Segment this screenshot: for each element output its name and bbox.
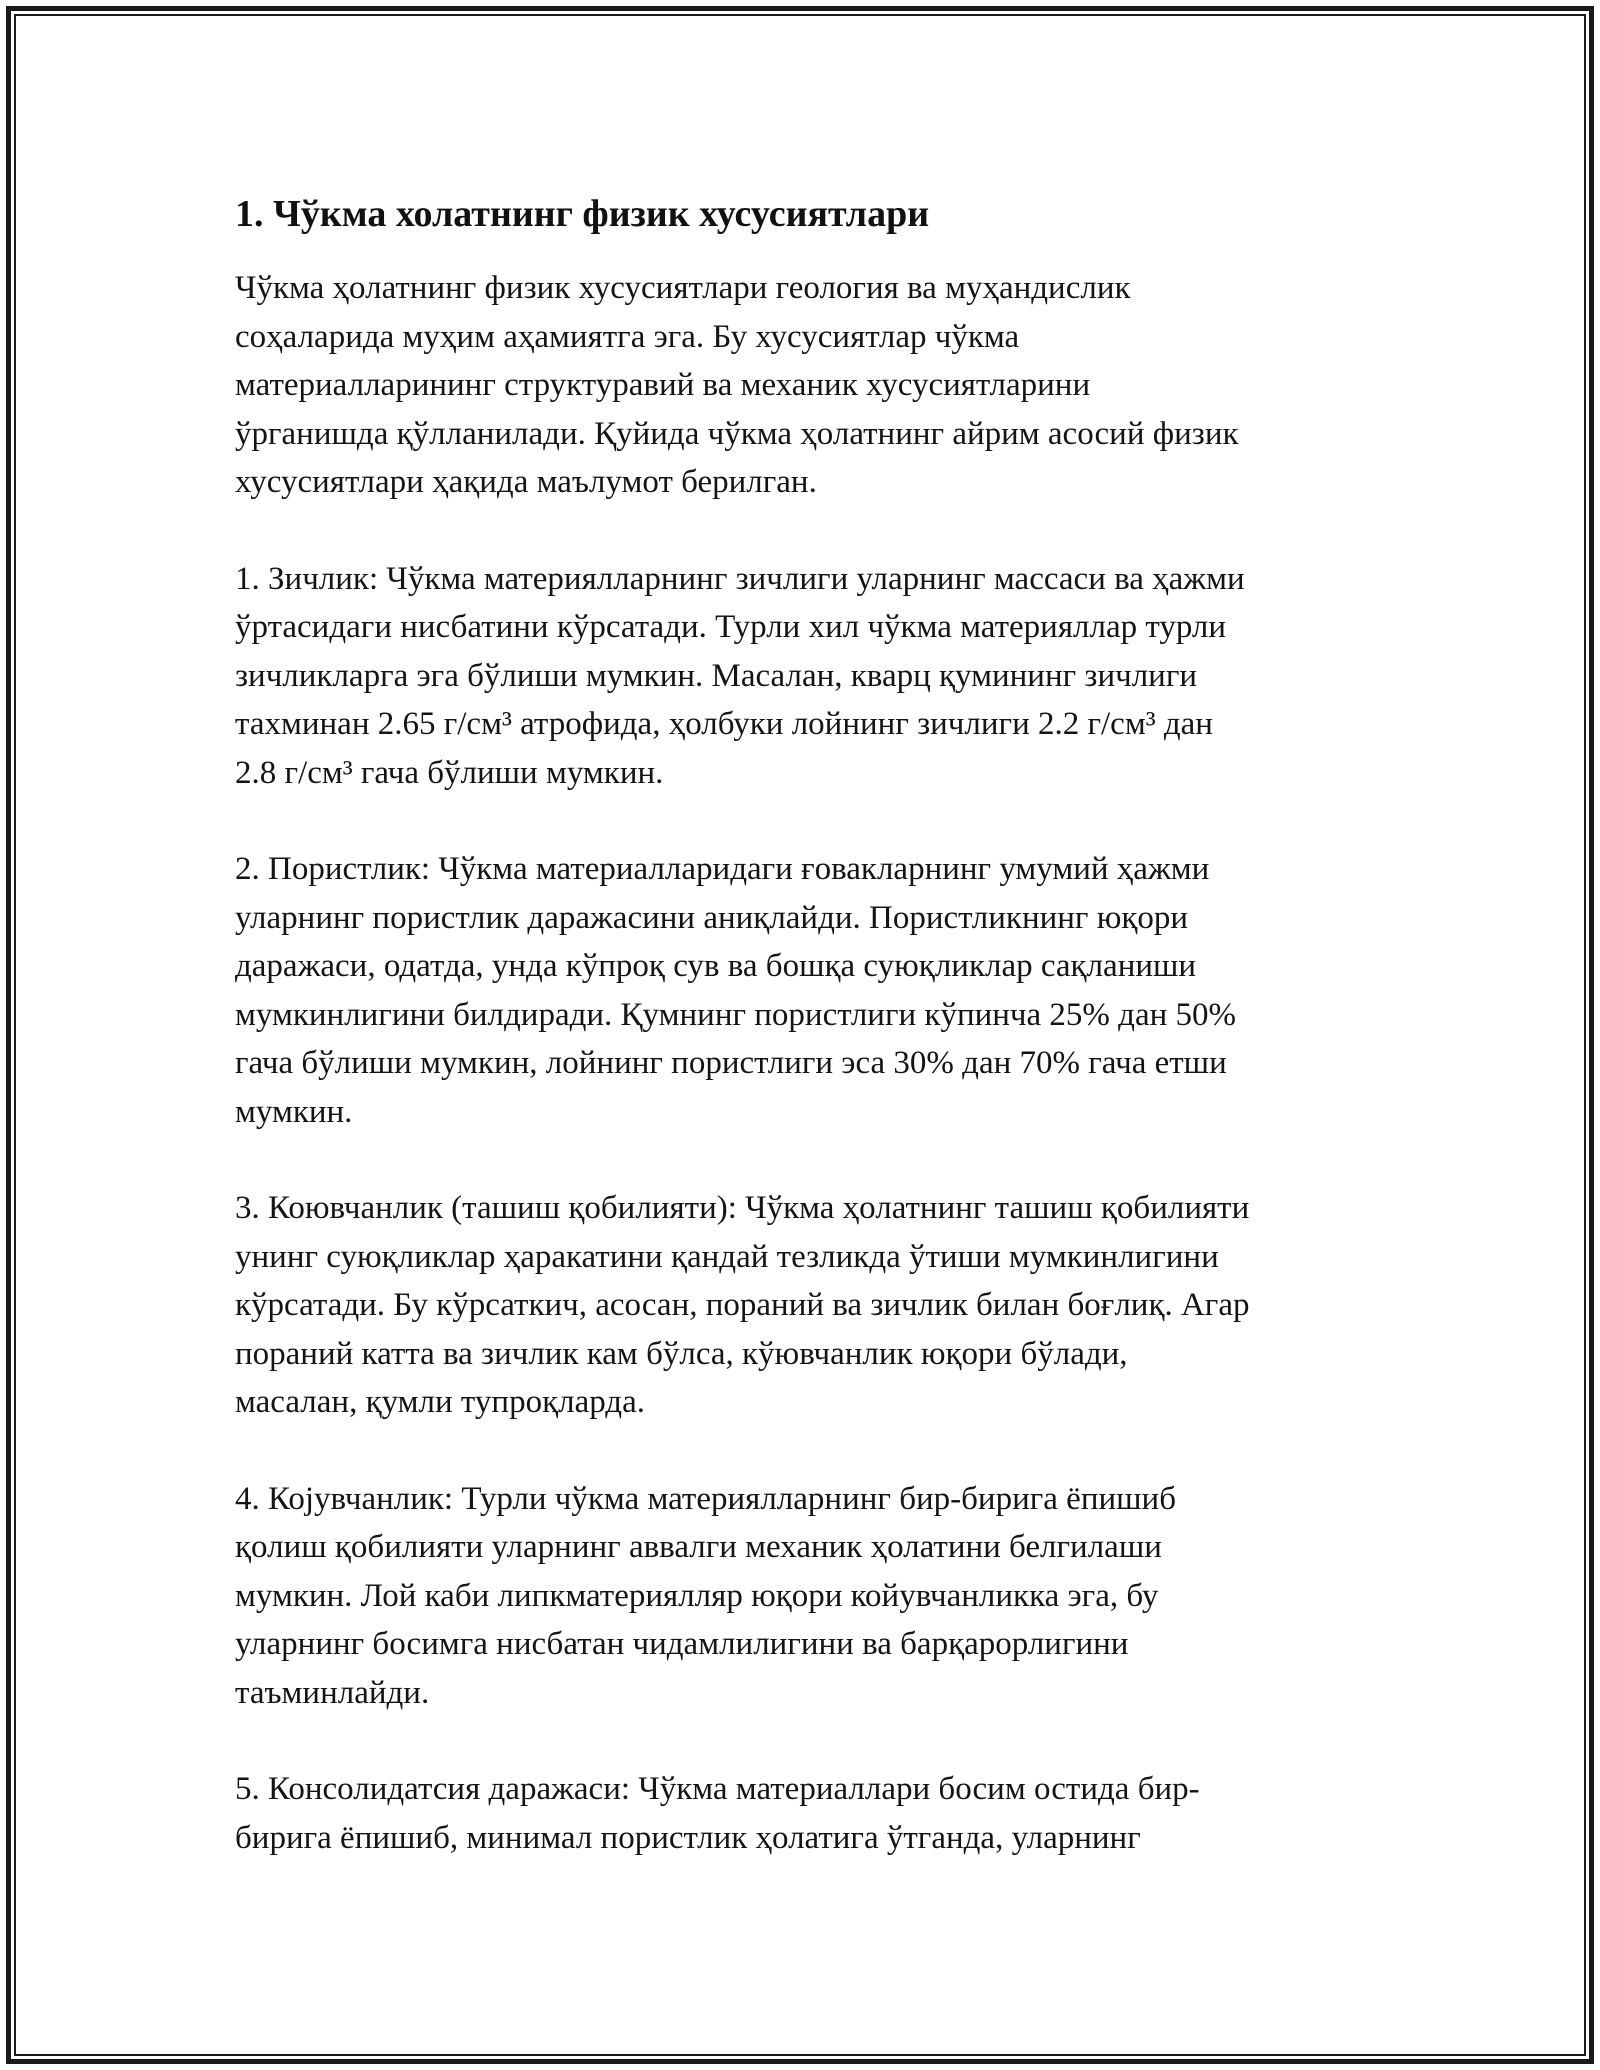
- document-page: [235, 190, 1385, 1910]
- paragraph-permeability: 3. Коювчанлик (ташиш қобилияти): Чўкма ҳолатнинг ташиш қобилияти унинг суюқликлар ҳаракатини қандай тезликда ўтиши мумкинлигини кўрсатади. Бу кўрсаткич, асосан, пораний ва зичлик билан боғлиқ. Агар пораний катта ва зичлик кам бўлса, кўювчанлик юқори бўлади, масалан, қумли тупроқларда.: [235, 1190, 1250, 1420]
- paragraph-intro: Чўкма ҳолатнинг физик хусусиятлари геология ва муҳандислик соҳаларида муҳим аҳамиятга эга. Бу хусусиятлар чўкма материалларининг структуравий ва механик хусусиятларини ўрганишда қўлланилади. Қуйида чўкма ҳолатнинг айрим асосий физик хусусиятлари ҳақида маълумот берилган.: [235, 270, 1239, 500]
- paragraph-porosity: 2. Пористлик: Чўкма материалларидаги ғовакларнинг умумий ҳажми уларнинг пористлик даражасини аниқлайди. Пористликнинг юқори даражаси, одатда, унда кўпроқ сув ва бошқа суюқликлар сақланиши мумкинлигини билдиради. Қумнинг пористлиги кўпинча 25% дан 50% гача бўлиши мумкин, лойнинг пористлиги эса 30% дан 70% гача етши мумкин.: [235, 851, 1236, 1130]
- paragraph-consolidation: 5. Консолидатсия даражаси: Чўкма материаллари босим остида бир- бирига ёпишиб, минимал пористлик ҳолатига ўтганда, уларнинг: [235, 1771, 1200, 1856]
- paragraph-density: 1. Зичлик: Чўкма материялларнинг зичлиги уларнинг массаси ва ҳажми ўртасидаги нисбатини кўрсатади. Турли хил чўкма материяллар турли зичликларга эга бўлиши мумкин. Масалан, кварц қумининг зичлиги тахминан 2.65 г/см³ атрофида, ҳолбуки лойнинг зичлиги 2.2 г/см³ дан 2.8 г/см³ гача бўлиши мумкин.: [235, 560, 1245, 791]
- document-title: 1. Чўкма холатнинг физик хусусиятлари: [235, 193, 930, 235]
- paragraph-cohesion: 4. Којувчанлик: Турли чўкма материялларнинг бир-бирига ёпишиб қолиш қобилияти уларнинг аввалги механик ҳолатини белгилаши мумкин. Лой каби липкматериялляр юқори койувчанликка эга, бу уларнинг босимга нисбатан чидамлилигини ва барқарорлигини таъминлайди.: [235, 1480, 1176, 1711]
